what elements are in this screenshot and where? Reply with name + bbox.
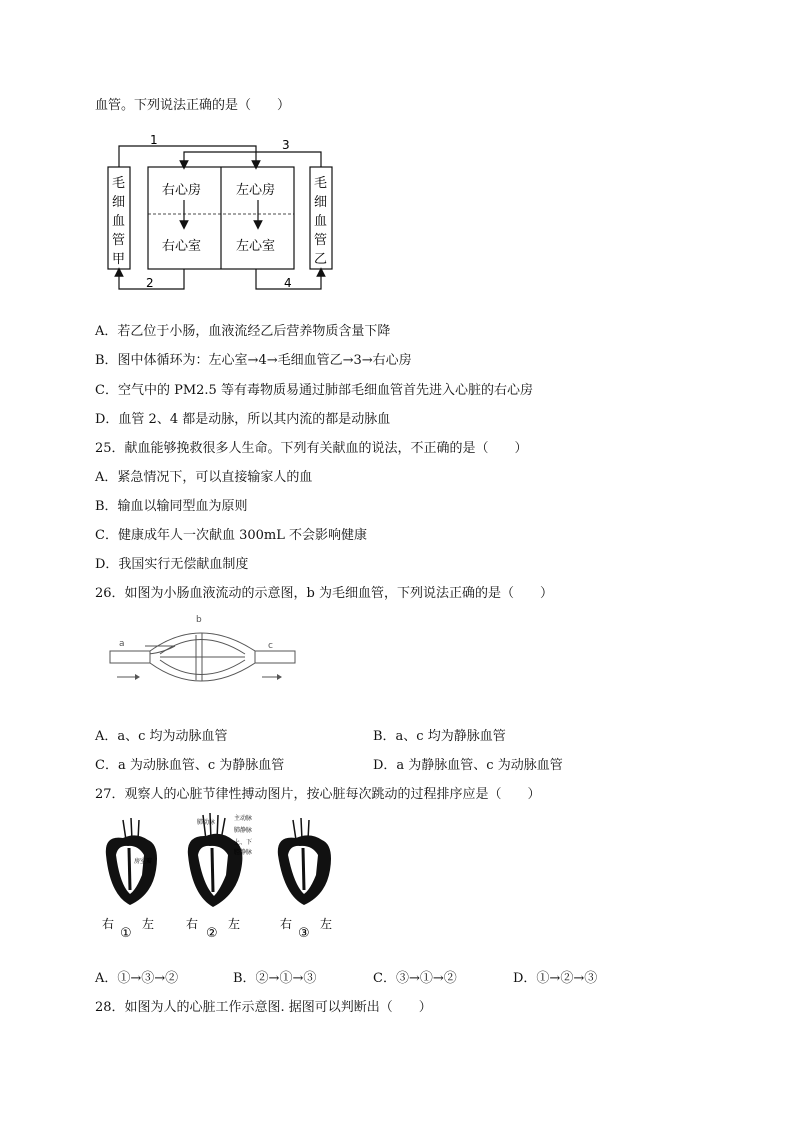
circulation-diagram-svg	[100, 132, 350, 302]
capillary-b-char: 血	[314, 214, 328, 229]
vena-cava-label-1: 上、下	[234, 839, 253, 846]
capillary-a-char: 毛	[112, 176, 126, 191]
capillary-a-char: 细	[112, 195, 126, 210]
capillary-a-char: 甲	[112, 252, 126, 267]
q27-stem: 27．观察人的心脏节律性搏动图片，按心脏每次跳动的过程排序应是（ ）	[95, 787, 541, 802]
q28-stem: 28．如图为人的心脏工作示意图. 据图可以判断出（ ）	[95, 1000, 432, 1015]
pulmonary-artery-label: 肺动脉	[197, 819, 216, 826]
vena-cava-label-2: 腔静脉	[234, 849, 253, 856]
q26-option-d: D．a 为静脉血管、c 为动脉血管	[373, 758, 563, 773]
q25-option-a: A．紧急情况下，可以直接输家人的血	[95, 470, 313, 485]
q26-option-c: C．a 为动脉血管、c 为静脉血管	[95, 758, 285, 773]
vessel-4-label: 4	[284, 276, 292, 290]
q26-option-a: A．a、c 均为动脉血管	[95, 729, 228, 744]
right-atrium-label: 右心房	[162, 183, 202, 198]
heart-3-left-label: 左	[320, 917, 333, 931]
q27-option-b: B．②→①→③	[233, 971, 317, 986]
heart-1-right-label: 右	[102, 917, 115, 931]
q24-stem: 血管。下列说法正确的是（ ）	[95, 98, 291, 113]
heart-1-number: ①	[120, 926, 132, 941]
heartbeat-svg	[98, 810, 348, 945]
vessel-2-label: 2	[146, 276, 154, 290]
capillary-b-char: 乙	[314, 252, 328, 267]
q25-option-c: C．健康成年人一次献血 300mL 不会影响健康	[95, 528, 367, 543]
vessel-3-label: 3	[282, 138, 290, 152]
capillary-b-char: 细	[314, 195, 328, 210]
left-atrium-label: 左心房	[236, 183, 276, 198]
atrioventricular-valve-label: 房室瓣	[134, 858, 153, 865]
q26-option-b: B．a、c 均为静脉血管	[373, 729, 506, 744]
q26-stem: 26．如图为小肠血液流动的示意图，b 为毛细血管，下列说法正确的是（ ）	[95, 586, 553, 601]
heart-3	[278, 818, 331, 905]
vessel-c-label: c	[268, 641, 273, 651]
heart-1-left-label: 左	[142, 917, 155, 931]
vessel-b-label: b	[196, 615, 202, 625]
q27-option-d: D．①→②→③	[513, 971, 598, 986]
heart-3-number: ③	[298, 926, 310, 941]
q24-option-d: D．血管 2、4 都是动脉，所以其内流的都是动脉血	[95, 412, 391, 427]
heartbeat-figures	[98, 810, 348, 949]
q25-option-b: B．输血以输同型血为原则	[95, 499, 248, 514]
heart-2-number: ②	[206, 926, 218, 941]
left-ventricle-label: 左心室	[236, 239, 276, 254]
vessel-a-label: a	[119, 639, 125, 649]
capillary-a-char: 血	[112, 214, 126, 229]
q27-option-a: A．①→③→②	[95, 971, 179, 986]
q24-option-a: A．若乙位于小肠，血液流经乙后营养物质含量下降	[95, 324, 391, 339]
q25-stem: 25．献血能够挽救很多人生命。下列有关献血的说法，不正确的是（ ）	[95, 441, 528, 456]
blood-flow-svg	[105, 610, 305, 690]
aorta-label: 主动脉	[234, 815, 253, 822]
heart-2-right-label: 右	[186, 917, 199, 931]
circulation-diagram	[100, 132, 350, 306]
q24-option-c: C．空气中的 PM2.5 等有毒物质易通过肺部毛细血管首先进入心脏的右心房	[95, 383, 533, 398]
capillary-b-char: 毛	[314, 176, 328, 191]
capillary-a-char: 管	[112, 233, 126, 248]
q27-option-c: C．③→①→②	[373, 971, 457, 986]
pulmonary-vein-label: 肺静脉	[234, 827, 253, 834]
q25-option-d: D．我国实行无偿献血制度	[95, 557, 249, 572]
q24-option-b: B．图中体循环为：左心室→4→毛细血管乙→3→右心房	[95, 353, 412, 368]
vessel-1-label: 1	[150, 133, 158, 147]
small-intestine-blood-flow-figure	[105, 610, 305, 694]
right-ventricle-label: 右心室	[162, 239, 202, 254]
heart-2-left-label: 左	[228, 917, 241, 931]
heart-3-right-label: 右	[280, 917, 293, 931]
capillary-b-char: 管	[314, 233, 328, 248]
